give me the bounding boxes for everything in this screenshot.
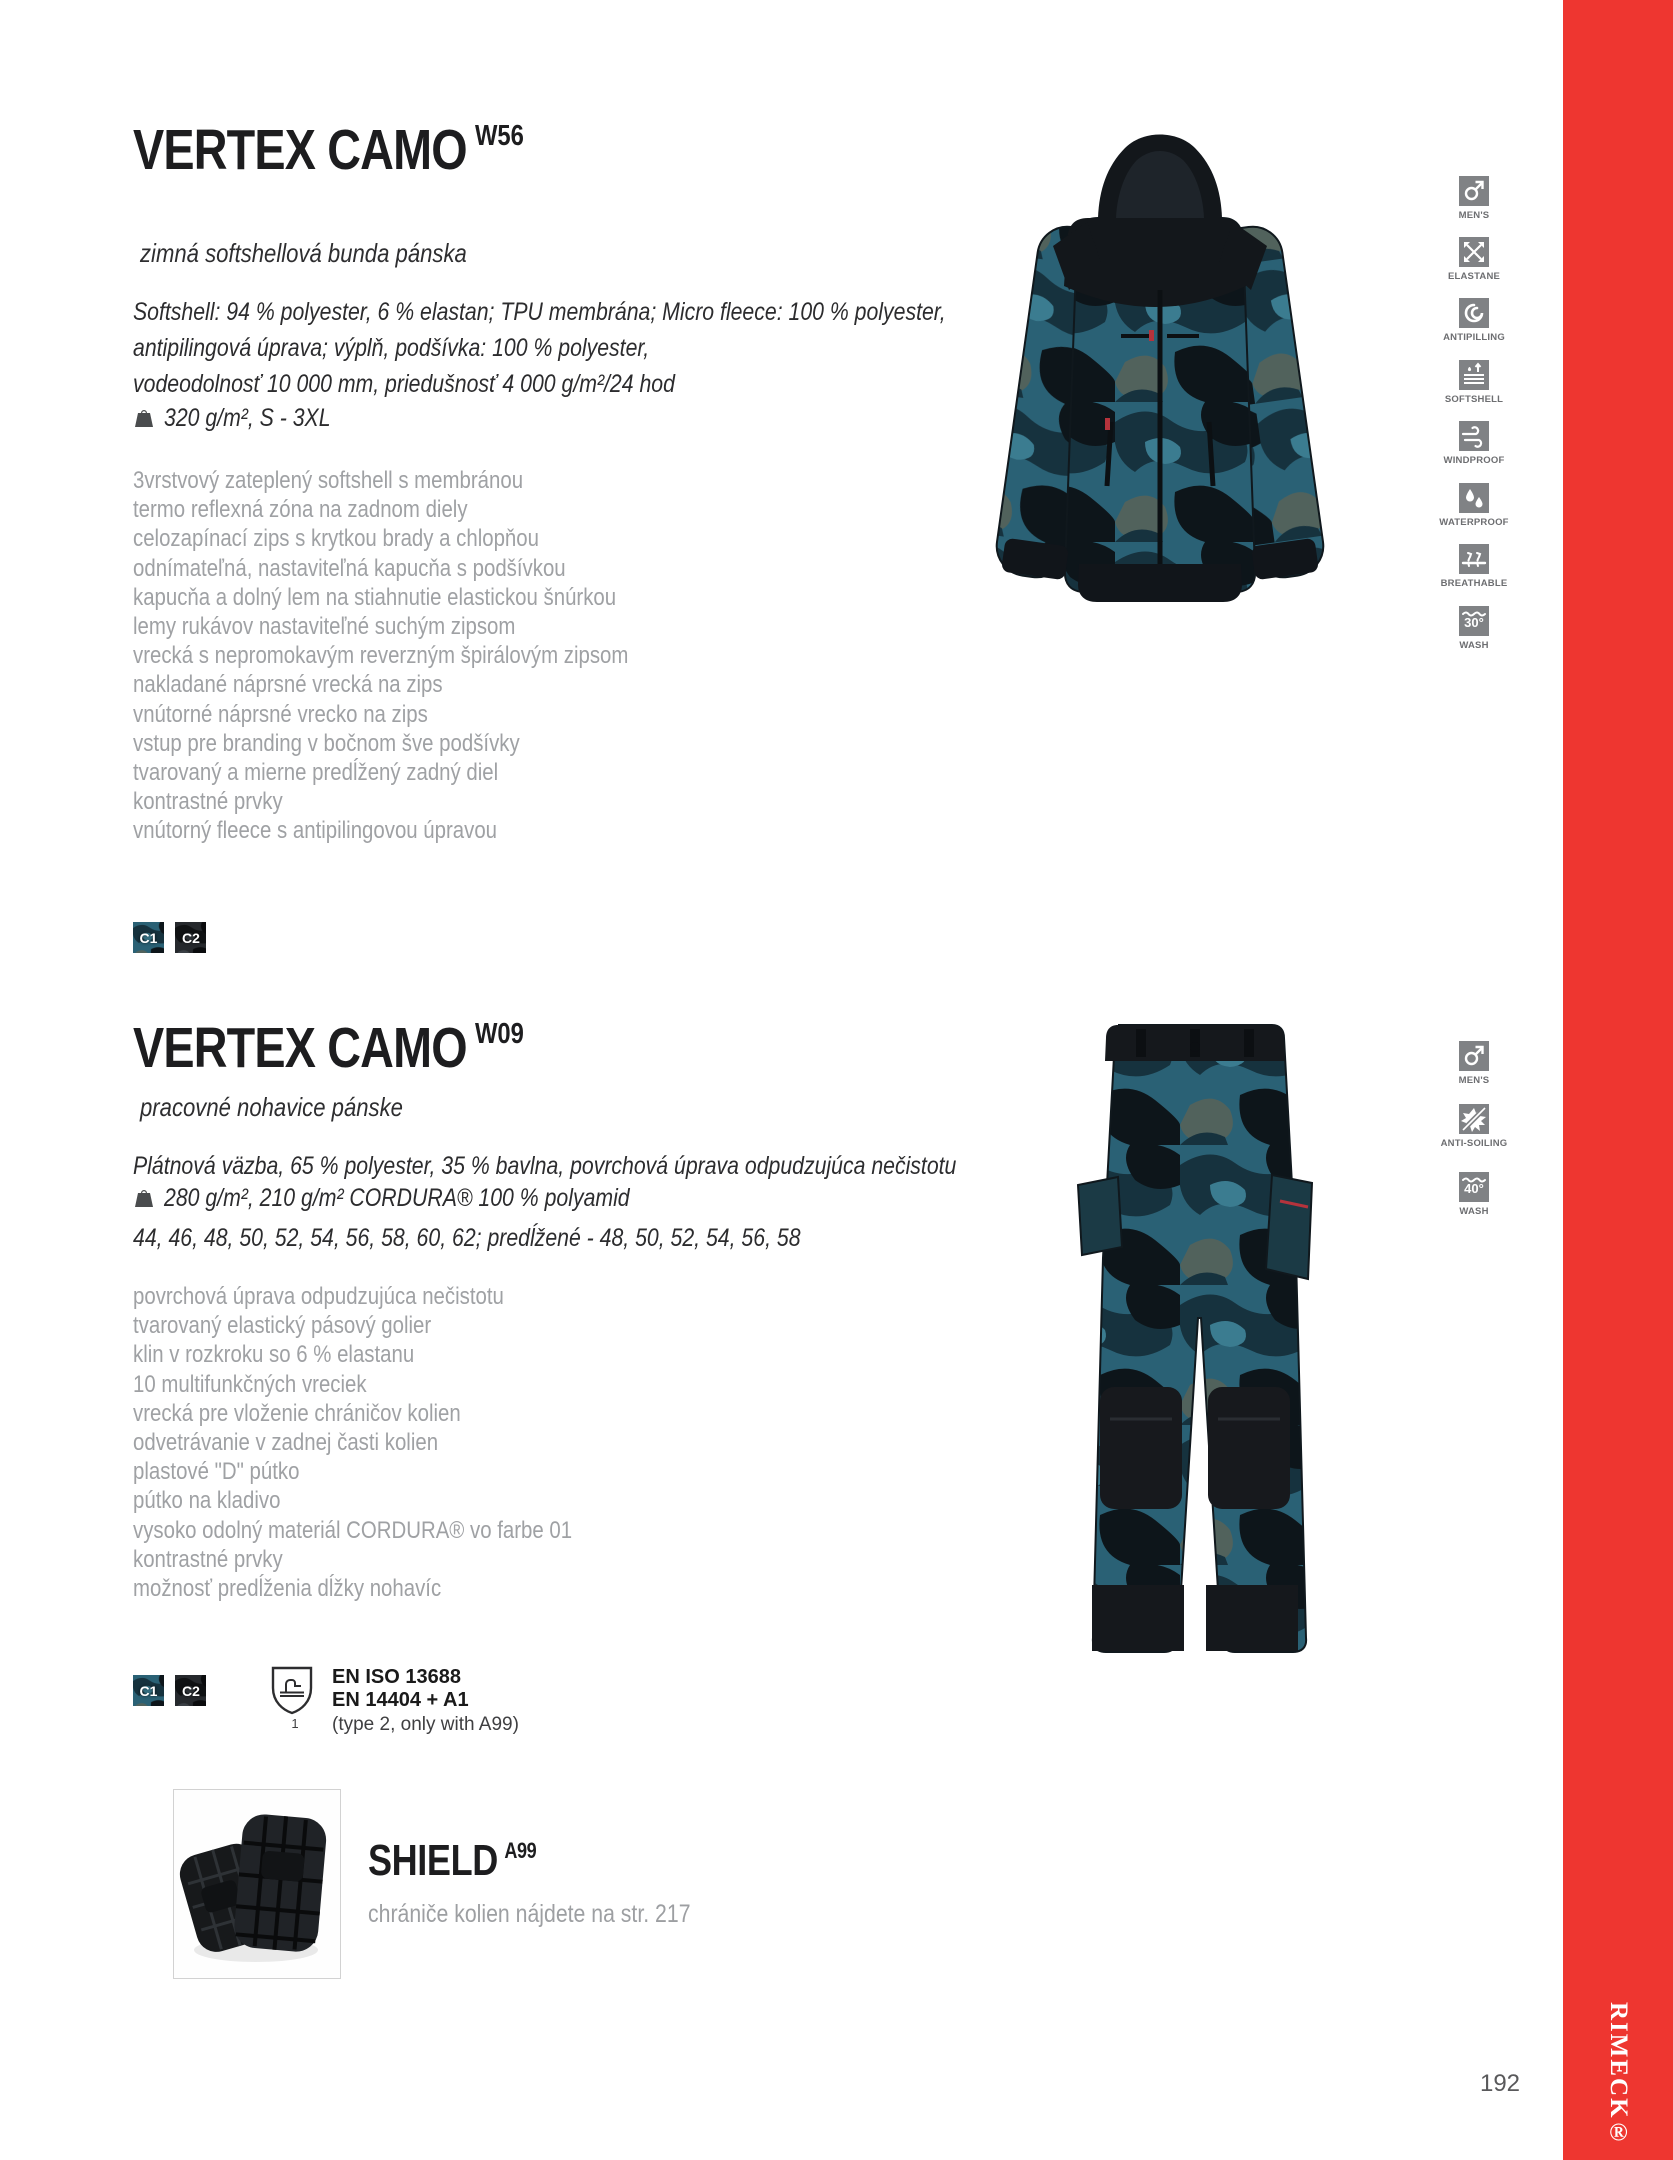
feature-item: vysoko odolný materiál CORDURA® vo farbe 01: [133, 1516, 573, 1544]
feature-item: 10 multifunkčných vreciek: [133, 1370, 367, 1398]
anti-soiling-icon: [1459, 1104, 1489, 1134]
wash-40-icon: [1459, 1172, 1489, 1202]
feature-item: lemy rukávov nastaviteľné suchým zipsom: [133, 613, 516, 641]
icon-group-wash30: [1414, 606, 1534, 651]
material-line: Plátnová väzba, 65 % polyester, 35 % bavlna, povrchová úprava odpudzujúca nečistotu: [133, 1152, 957, 1180]
icon-label: ELASTANE: [1447, 271, 1501, 282]
weight-icon: [133, 1189, 155, 1209]
knee-pads-image: [174, 1790, 338, 1976]
product2-weight-row: [133, 1184, 712, 1213]
product2-weight: 280 g/m², 210 g/m² CORDURA® 100 % polyamid: [164, 1184, 630, 1212]
product1-weight-row: [133, 404, 360, 433]
material-line: antipilingová úprava; výplň, podšívka: 100 % polyester,: [133, 334, 650, 362]
feature-item: tvarovaný a mierne predĺžený zadný diel: [133, 759, 499, 787]
icon-label: SOFTSHELL: [1444, 394, 1504, 405]
product2-sizes: 44, 46, 48, 50, 52, 54, 56, 58, 60, 62; predĺžené - 48, 50, 52, 54, 56, 58: [133, 1224, 801, 1252]
product1-weight: 320 g/m², S - 3XL: [164, 404, 331, 432]
feature-item: vnútorné náprsné vrecko na zips: [133, 700, 428, 728]
page-number: 192: [1479, 2070, 1521, 2097]
mens-icon: [1459, 1041, 1489, 1071]
product2-color-swatches: [133, 1675, 213, 1706]
icon-label: BREATHABLE: [1440, 578, 1508, 589]
color-swatch-c1[interactable]: [133, 1675, 164, 1706]
mens-icon: [1459, 176, 1489, 206]
shield-photo-box: [173, 1789, 341, 1979]
shield-title: [368, 1836, 573, 1886]
feature-item: kontrastné prvky: [133, 1545, 283, 1573]
icon-label: MEN'S: [1458, 1075, 1490, 1086]
icon-group-waterproof: [1414, 483, 1534, 528]
feature-item: plastové "D" pútko: [133, 1458, 300, 1486]
shield-code: A99: [504, 1838, 537, 1863]
product1-material: [133, 294, 1089, 402]
cert-line1: EN ISO 13688: [332, 1666, 461, 1688]
icon-group-breathable: [1414, 544, 1534, 589]
wash-30-icon: [1459, 606, 1489, 636]
color-swatch-label: C2: [182, 1682, 200, 1699]
certification-shield: [270, 1665, 320, 1731]
jacket-image: [975, 122, 1345, 717]
feature-item: pútko na kladivo: [133, 1487, 281, 1515]
certification-shield-icon: [270, 1665, 314, 1715]
icon-group-softshell: [1414, 360, 1534, 405]
breathable-icon: [1459, 544, 1489, 574]
product1-subtitle: zimná softshellová bunda pánska: [140, 238, 467, 268]
icon-label: WINDPROOF: [1443, 455, 1505, 466]
product2-code: W09: [474, 1018, 524, 1050]
icon-group-mens-2: [1414, 1041, 1534, 1086]
material-line: vodeodolnosť 10 000 mm, priedušnosť 4 000 g/m²/24 hod: [133, 370, 675, 398]
product2-name: VERTEX CAMO: [133, 1016, 467, 1080]
icon-label: WASH: [1459, 640, 1489, 651]
softshell-icon: [1459, 360, 1489, 390]
product1-code: W56: [474, 120, 524, 152]
product2-subtitle: pracovné nohavice pánske: [140, 1092, 403, 1122]
certification-text: [332, 1666, 519, 1737]
icon-group-wash40: [1414, 1172, 1534, 1217]
feature-item: vstup pre branding v bočnom šve podšívky: [133, 729, 520, 757]
feature-item: kapucňa a dolný lem na stiahnutie elastickou šnúrkou: [133, 583, 617, 611]
color-swatch-c2[interactable]: [175, 922, 206, 953]
color-swatch-c2[interactable]: [175, 1675, 206, 1706]
icon-label: WASH: [1459, 1206, 1489, 1217]
feature-item: kontrastné prvky: [133, 788, 283, 816]
wash-temperature: 30°: [1464, 615, 1484, 630]
antipilling-icon: [1459, 298, 1489, 328]
product2-title: [133, 1016, 610, 1080]
icon-label: MEN'S: [1458, 210, 1490, 221]
brand-logo: RIMECK®: [1605, 2001, 1632, 2149]
feature-item: 3vrstvový zateplený softshell s membránou: [133, 467, 524, 494]
icon-label: ANTIPILLING: [1443, 332, 1505, 343]
cert-line3: (type 2, only with A99): [332, 1714, 519, 1735]
feature-item: termo reflexná zóna na zadnom diely: [133, 496, 468, 524]
icon-group-mens: [1414, 176, 1534, 221]
color-swatch-label: C1: [139, 929, 158, 946]
color-swatch-label: C2: [182, 929, 200, 946]
feature-item: vrecká pre vloženie chráničov kolien: [133, 1399, 461, 1427]
material-line: Softshell: 94 % polyester, 6 % elastan; TPU membrána; Micro fleece: 100 % polyester,: [133, 298, 946, 326]
brand-sidebar: [1563, 0, 1673, 2160]
product1-photo-jacket: [975, 122, 1345, 717]
icon-label: WATERPROOF: [1439, 517, 1509, 528]
shield-number: 1: [291, 1716, 299, 1731]
brand-logo-wrap: [1563, 2001, 1673, 2149]
color-swatch-label: C1: [139, 1682, 158, 1699]
product1-features: [133, 466, 716, 846]
windproof-icon: [1459, 421, 1489, 451]
product1-name: VERTEX CAMO: [133, 118, 467, 182]
shield-caption: chrániče kolien nájdete na str. 217: [368, 1900, 691, 1928]
icon-group-antisoiling: [1414, 1104, 1534, 1149]
icon-group-elastane: [1414, 237, 1534, 282]
icon-label: ANTI-SOILING: [1440, 1138, 1508, 1149]
product2-photo-trousers: [1040, 1005, 1350, 1660]
feature-item: klin v rozkroku so 6 % elastanu: [133, 1341, 415, 1369]
product1-title: [133, 118, 610, 182]
feature-item: povrchová úprava odpudzujúca nečistotu: [133, 1283, 504, 1310]
color-swatch-c1[interactable]: [133, 922, 164, 953]
wash-temperature: 40°: [1464, 1181, 1484, 1196]
feature-item: možnosť predĺženia dĺžky nohavíc: [133, 1575, 442, 1603]
feature-item: vnútorný fleece s antipilingovou úpravou: [133, 817, 498, 845]
feature-item: nakladané náprsné vrecká na zips: [133, 671, 443, 699]
waterproof-icon: [1459, 483, 1489, 513]
product2-features: [133, 1282, 650, 1603]
feature-item: tvarovaný elastický pásový golier: [133, 1312, 432, 1340]
icon-group-antipilling: [1414, 298, 1534, 343]
feature-item: vrecká s nepromokavým reverzným špirálovým zipsom: [133, 642, 629, 670]
feature-item: celozapínací zips s krytkou brady a chlopňou: [133, 525, 539, 553]
cert-line2: EN 14404 + A1: [332, 1689, 469, 1711]
shield-name: SHIELD: [368, 1836, 498, 1885]
feature-item: odvetrávanie v zadnej časti kolien: [133, 1429, 439, 1457]
feature-item: odnímateľná, nastaviteľná kapucňa s podšívkou: [133, 554, 566, 582]
product2-material: [133, 1148, 1102, 1184]
product1-color-swatches: [133, 922, 213, 953]
elastane-icon: [1459, 237, 1489, 267]
icon-group-windproof: [1414, 421, 1534, 466]
weight-icon: [133, 409, 155, 429]
trousers-image: [1040, 1005, 1350, 1660]
